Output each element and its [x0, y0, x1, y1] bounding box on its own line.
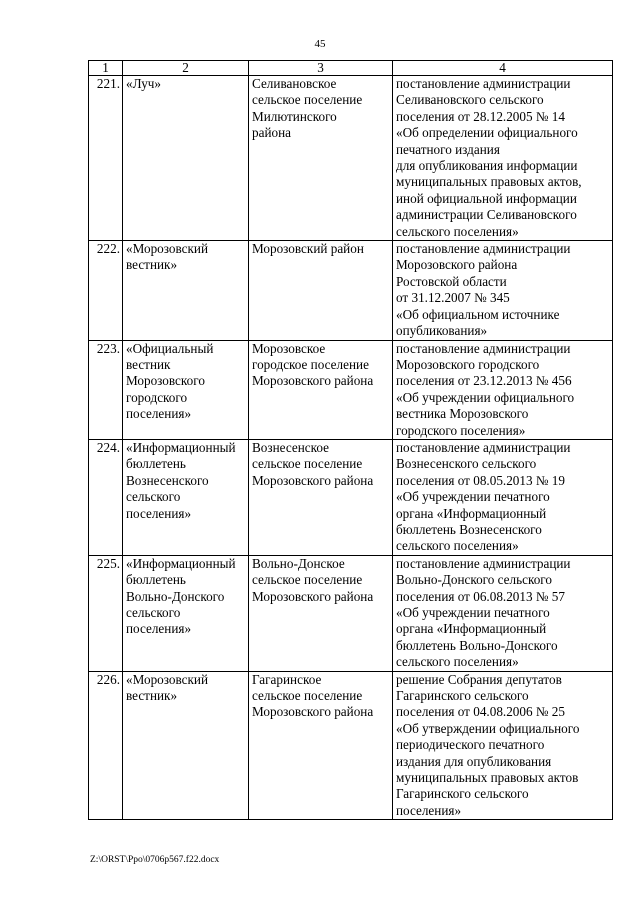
- legal-act-line: Селивановского сельского: [396, 92, 544, 108]
- legal-act-cell: [393, 340, 613, 439]
- legal-act-cell: [393, 76, 613, 241]
- municipality-line: Морозовского района: [252, 704, 374, 720]
- legal-act-line: органа «Информационный: [396, 505, 547, 521]
- legal-act-line: Морозовского городского: [396, 356, 540, 372]
- publication-name-line: поселения»: [126, 505, 192, 521]
- publication-name-line: вестник: [126, 356, 171, 372]
- legal-act-line: муниципальных правовых актов,: [396, 174, 582, 190]
- publication-name-line: «Морозовский: [126, 241, 209, 257]
- legal-act-line: поселения от 06.08.2013 № 57: [396, 588, 565, 604]
- municipality-line: Морозовского района: [252, 373, 374, 389]
- municipality-line: Морозовский район: [252, 241, 364, 257]
- municipality-cell: [249, 340, 393, 439]
- legal-act-cell: [393, 555, 613, 671]
- row-number-cell: 221.: [89, 76, 123, 241]
- publication-name-line: бюллетень: [126, 456, 186, 472]
- publication-name-line: вестник»: [126, 688, 178, 704]
- table-row: [89, 671, 613, 820]
- row-number-cell: 226.: [89, 671, 123, 820]
- municipality-line: Морозовского района: [252, 588, 374, 604]
- header-col-2: 2: [123, 61, 249, 76]
- legal-act-line: поселения»: [396, 802, 462, 818]
- publication-name-line: «Официальный: [126, 340, 214, 356]
- legal-act-line: поселения от 04.08.2006 № 25: [396, 704, 565, 720]
- publication-name-cell: [123, 555, 249, 671]
- publication-name-line: «Морозовский: [126, 671, 209, 687]
- publication-name-line: «Информационный: [126, 439, 236, 455]
- legal-act-line: иной официальной информации: [396, 190, 577, 206]
- publication-name-line: «Луч»: [126, 76, 162, 91]
- table-row: [89, 340, 613, 439]
- legal-act-line: муниципальных правовых актов: [396, 770, 579, 786]
- publication-name-line: сельского: [126, 605, 181, 620]
- publication-name-line: поселения»: [126, 621, 192, 637]
- publication-name-line: Вознесенского: [126, 472, 209, 488]
- legal-act-line: городского поселения»: [396, 422, 526, 438]
- legal-act-line: печатного издания: [396, 141, 500, 157]
- publication-name-cell: [123, 76, 249, 241]
- legal-act-line: поселения от 08.05.2013 № 19: [396, 472, 565, 488]
- table-body: [89, 76, 613, 820]
- legal-act-line: Гагаринского сельского: [396, 786, 529, 802]
- municipality-line: городское поселение: [252, 356, 369, 372]
- page-number: 45: [314, 38, 326, 50]
- publication-name-line: вестник»: [126, 257, 178, 273]
- municipality-line: Морозовское: [252, 340, 326, 356]
- publication-name-cell: [123, 241, 249, 340]
- row-number-cell: 223.: [89, 340, 123, 439]
- footer-file-path: Z:\ORST\Ppo\0706p567.f22.docx: [90, 855, 220, 865]
- publication-name-line: бюллетень: [126, 572, 186, 588]
- legal-act-line: Ростовской области: [396, 273, 507, 289]
- municipality-cell: [249, 439, 393, 555]
- header-row: [89, 61, 613, 76]
- legal-act-line: «Об официальном источнике: [396, 306, 560, 322]
- municipality-line: Милютинского: [252, 108, 337, 124]
- legal-act-line: опубликования»: [396, 323, 488, 339]
- municipality-line: сельское поселение: [252, 92, 363, 108]
- municipality-cell: [249, 76, 393, 241]
- legal-act-line: сельского поселения»: [396, 538, 519, 554]
- publication-name-line: городского: [126, 389, 188, 405]
- row-number-cell: 225.: [89, 555, 123, 671]
- municipality-cell: [249, 671, 393, 820]
- legal-act-line: поселения от 23.12.2013 № 456: [396, 373, 572, 389]
- legal-act-cell: [393, 241, 613, 340]
- legal-act-line: администрации Селивановского: [396, 207, 577, 223]
- legal-act-line: «Об учреждении официального: [396, 389, 575, 405]
- municipality-line: сельское поселение: [252, 688, 363, 704]
- municipality-line: Вознесенское: [252, 439, 329, 455]
- publication-name-line: «Информационный: [126, 555, 236, 571]
- publication-name-line: Морозовского: [126, 373, 205, 389]
- legal-act-line: бюллетень Вознесенского: [396, 521, 542, 537]
- municipality-line: района: [252, 125, 292, 141]
- legal-act-cell: [393, 671, 613, 820]
- legal-act-line: от 31.12.2007 № 345: [396, 290, 510, 306]
- row-number-cell: 222.: [89, 241, 123, 340]
- legal-act-line: «Об утверждении официального: [396, 720, 580, 736]
- publication-name-cell: [123, 671, 249, 820]
- table-row: [89, 555, 613, 671]
- table-row: [89, 439, 613, 555]
- legal-act-line: органа «Информационный: [396, 621, 547, 637]
- publication-name-line: сельского: [126, 489, 181, 505]
- legal-act-line: «Об учреждении печатного: [396, 605, 550, 620]
- publication-name-cell: [123, 439, 249, 555]
- municipality-cell: [249, 555, 393, 671]
- legal-act-line: периодического печатного: [396, 737, 545, 753]
- legal-act-line: сельского поселения»: [396, 654, 519, 670]
- municipality-line: Селивановское: [252, 76, 337, 91]
- legal-act-line: постановление администрации: [396, 439, 571, 455]
- municipality-cell: [249, 241, 393, 340]
- publication-name-line: Вольно-Донского: [126, 588, 225, 604]
- publication-name-cell: [123, 340, 249, 439]
- legal-act-line: постановление администрации: [396, 555, 571, 571]
- header-col-3: 3: [249, 61, 393, 76]
- publications-table: [88, 60, 613, 820]
- table-row: [89, 76, 613, 241]
- legal-act-line: Гагаринского сельского: [396, 688, 529, 704]
- publication-name-line: поселения»: [126, 406, 192, 422]
- municipality-line: сельское поселение: [252, 456, 363, 472]
- legal-act-line: решение Собрания депутатов: [396, 671, 562, 687]
- legal-act-line: поселения от 28.12.2005 № 14: [396, 108, 565, 124]
- municipality-line: Морозовского района: [252, 472, 374, 488]
- legal-act-line: Вольно-Донского сельского: [396, 572, 552, 588]
- legal-act-line: постановление администрации: [396, 76, 571, 91]
- legal-act-line: для опубликования информации: [396, 158, 578, 174]
- legal-act-line: постановление администрации: [396, 241, 571, 257]
- legal-act-line: Морозовского района: [396, 257, 518, 273]
- municipality-line: сельское поселение: [252, 572, 363, 588]
- municipality-line: Гагаринское: [252, 671, 322, 687]
- legal-act-line: «Об определении официального: [396, 125, 578, 141]
- row-number-cell: 224.: [89, 439, 123, 555]
- legal-act-cell: [393, 439, 613, 555]
- municipality-line: Вольно-Донское: [252, 555, 345, 571]
- legal-act-line: бюллетень Вольно-Донского: [396, 637, 558, 653]
- legal-act-line: вестника Морозовского: [396, 406, 529, 422]
- legal-act-line: сельского поселения»: [396, 223, 519, 239]
- header-col-4: 4: [393, 61, 613, 76]
- legal-act-line: Вознесенского сельского: [396, 456, 537, 472]
- legal-act-line: издания для опубликования: [396, 753, 552, 769]
- legal-act-line: постановление администрации: [396, 340, 571, 356]
- table-row: [89, 241, 613, 340]
- header-col-1: 1: [89, 61, 123, 76]
- legal-act-line: «Об учреждении печатного: [396, 489, 550, 505]
